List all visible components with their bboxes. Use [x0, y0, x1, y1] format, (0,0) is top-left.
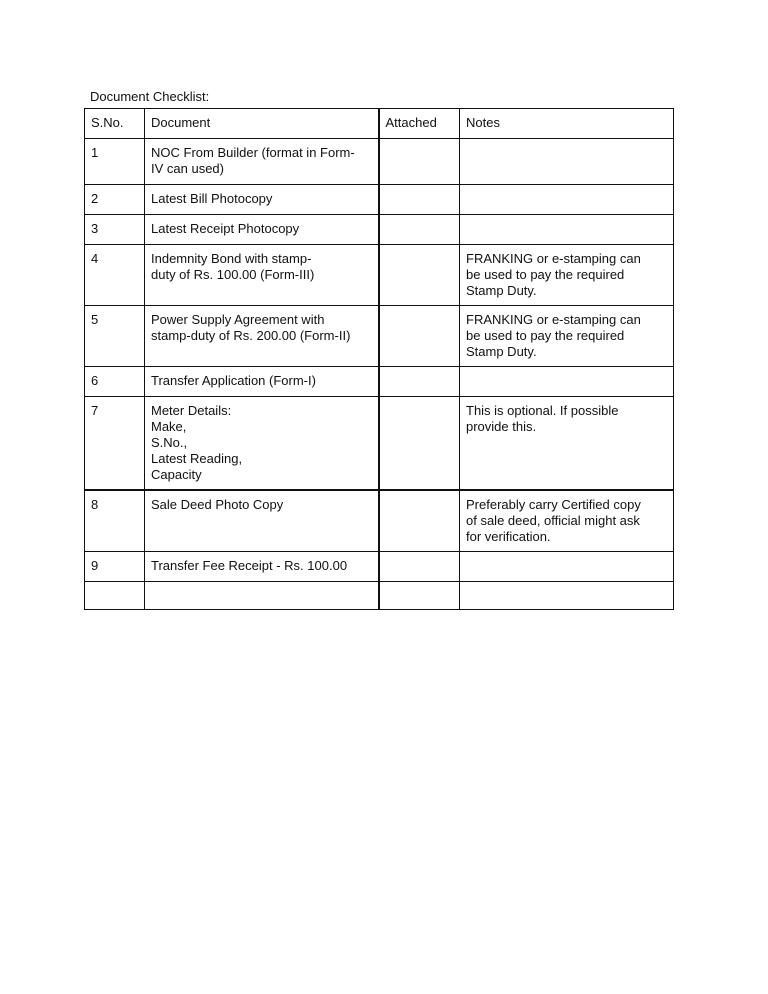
header-notes: Notes: [460, 109, 674, 139]
table-row: [85, 306, 674, 367]
header-attached: Attached: [379, 109, 460, 139]
cell-attached: [379, 185, 460, 215]
cell-notes: FRANKING or e-stamping can be used to pay the required Stamp Duty.: [460, 245, 674, 306]
cell-notes: This is optional. If possible provide this.: [460, 397, 674, 491]
checklist-table: [84, 108, 674, 610]
cell-notes: [460, 367, 674, 397]
cell-notes: FRANKING or e-stamping can be used to pay the required Stamp Duty.: [460, 306, 674, 367]
cell-attached: [379, 397, 460, 491]
table-header-row: [85, 109, 674, 139]
header-document: Document: [145, 109, 379, 139]
cell-sno: 6: [85, 367, 145, 397]
checklist-heading: Document Checklist:: [90, 89, 210, 104]
cell-attached: [379, 490, 460, 552]
table-row: [85, 245, 674, 306]
cell-document: Power Supply Agreement with stamp-duty of Rs. 200.00 (Form-II): [145, 306, 379, 367]
cell-sno: 3: [85, 215, 145, 245]
cell-document: Latest Bill Photocopy: [145, 185, 379, 215]
table-row: [85, 139, 674, 185]
cell-document: Transfer Application (Form-I): [145, 367, 379, 397]
table-row: [85, 552, 674, 582]
cell-document: Latest Receipt Photocopy: [145, 215, 379, 245]
table-row: [85, 215, 674, 245]
cell-attached: [379, 582, 460, 610]
cell-attached: [379, 139, 460, 185]
table-row: [85, 397, 674, 491]
cell-sno: 5: [85, 306, 145, 367]
cell-attached: [379, 215, 460, 245]
cell-document: Indemnity Bond with stamp- duty of Rs. 100.00 (Form-III): [145, 245, 379, 306]
cell-document: [145, 582, 379, 610]
table-row: [85, 367, 674, 397]
header-sno: S.No.: [85, 109, 145, 139]
cell-document: Meter Details: Make, S.No., Latest Reading, Capacity: [145, 397, 379, 491]
cell-sno: [85, 582, 145, 610]
cell-attached: [379, 306, 460, 367]
cell-notes: [460, 215, 674, 245]
cell-sno: 9: [85, 552, 145, 582]
cell-document: Sale Deed Photo Copy: [145, 490, 379, 552]
cell-notes: [460, 139, 674, 185]
cell-sno: 7: [85, 397, 145, 491]
cell-attached: [379, 245, 460, 306]
cell-sno: 2: [85, 185, 145, 215]
cell-sno: 1: [85, 139, 145, 185]
cell-sno: 8: [85, 490, 145, 552]
cell-attached: [379, 552, 460, 582]
cell-notes: [460, 185, 674, 215]
cell-notes: [460, 582, 674, 610]
cell-sno: 4: [85, 245, 145, 306]
cell-document: Transfer Fee Receipt - Rs. 100.00: [145, 552, 379, 582]
cell-attached: [379, 367, 460, 397]
table-row: [85, 490, 674, 552]
table-row: [85, 185, 674, 215]
cell-notes: [460, 552, 674, 582]
cell-notes: Preferably carry Certified copy of sale deed, official might ask for verification.: [460, 490, 674, 552]
table-row: [85, 582, 674, 610]
cell-document: NOC From Builder (format in Form- IV can used): [145, 139, 379, 185]
